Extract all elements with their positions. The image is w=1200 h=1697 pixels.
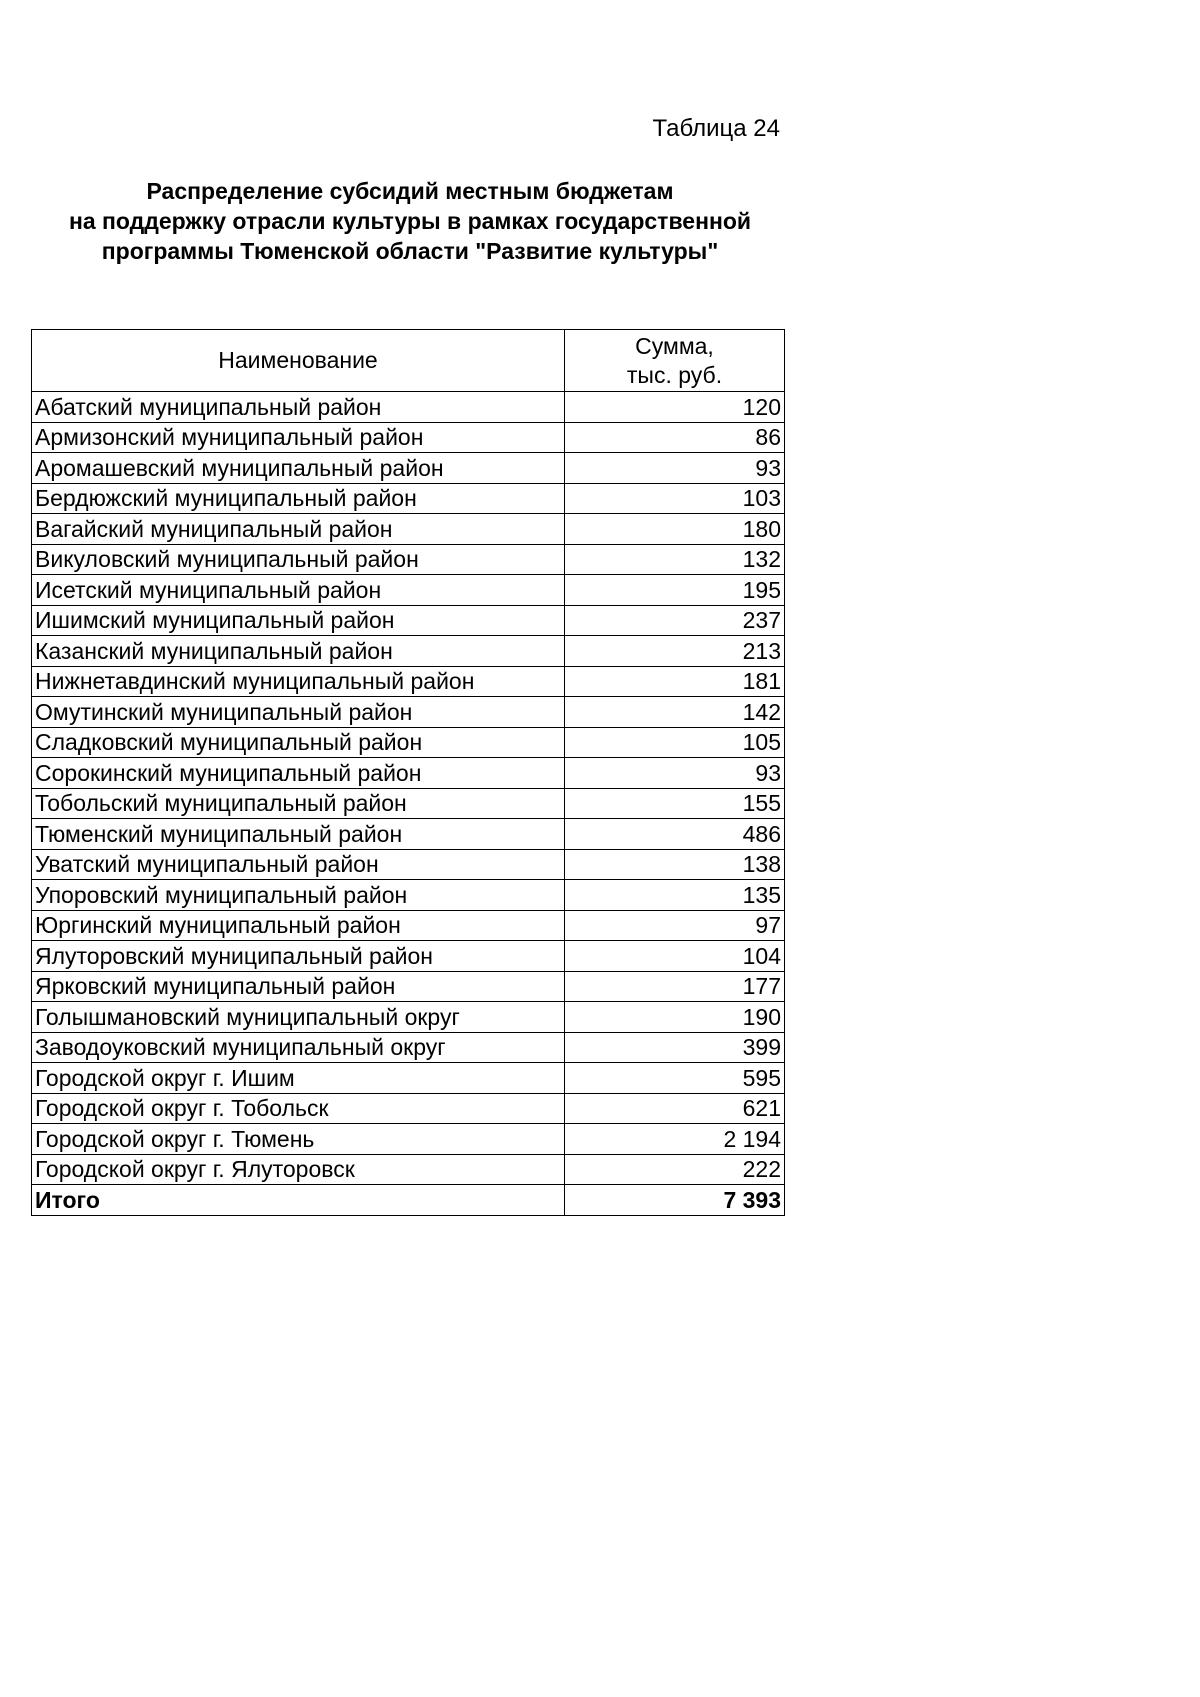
- municipality-name-cell: Заводоуковский муниципальный округ: [32, 1032, 565, 1063]
- sum-cell: 237: [565, 605, 785, 636]
- table-row: [32, 392, 785, 423]
- municipality-name-cell: Омутинский муниципальный район: [32, 697, 565, 728]
- municipality-name-cell: Городской округ г. Ишим: [32, 1063, 565, 1094]
- municipality-name-cell: Уватский муниципальный район: [32, 849, 565, 880]
- total-label-cell: Итого: [32, 1185, 565, 1216]
- table-row: [32, 544, 785, 575]
- table-row: [32, 788, 785, 819]
- table-row: [32, 941, 785, 972]
- sum-cell: 138: [565, 849, 785, 880]
- total-sum-cell: 7 393: [565, 1185, 785, 1216]
- sum-cell: 181: [565, 666, 785, 697]
- sum-cell: 2 194: [565, 1124, 785, 1155]
- sum-cell: 103: [565, 483, 785, 514]
- title-line: программы Тюменской области "Развитие культуры": [101, 238, 719, 264]
- sum-cell: 213: [565, 636, 785, 667]
- municipality-name-cell: Вагайский муниципальный район: [32, 514, 565, 545]
- sum-header-line: тыс. руб.: [626, 361, 723, 388]
- municipality-name-cell: Ишимский муниципальный район: [32, 605, 565, 636]
- municipality-name-cell: Упоровский муниципальный район: [32, 880, 565, 911]
- municipality-name-cell: Ярковский муниципальный район: [32, 971, 565, 1002]
- sum-header-line: Сумма,: [635, 332, 714, 359]
- table-row: [32, 1154, 785, 1185]
- municipality-name-cell: Городской округ г. Ялуторовск: [32, 1154, 565, 1185]
- sum-cell: 595: [565, 1063, 785, 1094]
- table-row: [32, 819, 785, 850]
- name-column-header: Наименование: [32, 330, 565, 392]
- table-row: [32, 1093, 785, 1124]
- municipality-name-cell: Тобольский муниципальный район: [32, 788, 565, 819]
- sum-cell: 195: [565, 575, 785, 606]
- sum-cell: 180: [565, 514, 785, 545]
- sum-cell: 142: [565, 697, 785, 728]
- municipality-name-cell: Абатский муниципальный район: [32, 392, 565, 423]
- sum-cell: 93: [565, 758, 785, 789]
- sum-cell: 621: [565, 1093, 785, 1124]
- table-number: Таблица 24: [652, 115, 780, 142]
- table-row: [32, 483, 785, 514]
- sum-cell: 190: [565, 1002, 785, 1033]
- sum-cell: 222: [565, 1154, 785, 1185]
- table-row: [32, 1002, 785, 1033]
- municipality-name-cell: Городской округ г. Тобольск: [32, 1093, 565, 1124]
- municipality-name-cell: Сладковский муниципальный район: [32, 727, 565, 758]
- municipality-name-cell: Нижнетавдинский муниципальный район: [32, 666, 565, 697]
- table-row: [32, 422, 785, 453]
- sum-cell: 93: [565, 453, 785, 484]
- table-row: [32, 1124, 785, 1155]
- municipality-name-cell: Армизонский муниципальный район: [32, 422, 565, 453]
- municipality-name-cell: Тюменский муниципальный район: [32, 819, 565, 850]
- table-row: [32, 636, 785, 667]
- municipality-name-cell: Бердюжский муниципальный район: [32, 483, 565, 514]
- sum-cell: 104: [565, 941, 785, 972]
- sum-cell: 155: [565, 788, 785, 819]
- municipality-name-cell: Юргинский муниципальный район: [32, 910, 565, 941]
- sum-cell: 399: [565, 1032, 785, 1063]
- sum-cell: 132: [565, 544, 785, 575]
- table-row: [32, 849, 785, 880]
- total-row: [32, 1185, 785, 1216]
- sum-column-header: [565, 330, 785, 392]
- table-row: [32, 1063, 785, 1094]
- table-row: [32, 605, 785, 636]
- municipality-name-cell: Викуловский муниципальный район: [32, 544, 565, 575]
- sum-cell: 135: [565, 880, 785, 911]
- sum-cell: 97: [565, 910, 785, 941]
- table-body: [32, 392, 785, 1216]
- sum-cell: 105: [565, 727, 785, 758]
- title-line: на поддержку отрасли культуры в рамках государственной: [68, 208, 752, 234]
- sum-cell: 177: [565, 971, 785, 1002]
- table-row: [32, 971, 785, 1002]
- table-row: [32, 514, 785, 545]
- table-row: [32, 666, 785, 697]
- municipality-name-cell: Ялуторовский муниципальный район: [32, 941, 565, 972]
- municipality-name-cell: Голышмановский муниципальный округ: [32, 1002, 565, 1033]
- table-row: [32, 758, 785, 789]
- municipality-name-cell: Казанский муниципальный район: [32, 636, 565, 667]
- title-line: Распределение субсидий местным бюджетам: [146, 178, 674, 204]
- municipality-name-cell: Аромашевский муниципальный район: [32, 453, 565, 484]
- subsidy-table: [31, 329, 785, 1216]
- sum-cell: 86: [565, 422, 785, 453]
- table-row: [32, 880, 785, 911]
- municipality-name-cell: Сорокинский муниципальный район: [32, 758, 565, 789]
- table-row: [32, 453, 785, 484]
- sum-cell: 120: [565, 392, 785, 423]
- table-header-row: [32, 330, 785, 392]
- table-row: [32, 575, 785, 606]
- sum-cell: 486: [565, 819, 785, 850]
- table-row: [32, 727, 785, 758]
- municipality-name-cell: Городской округ г. Тюмень: [32, 1124, 565, 1155]
- table-row: [32, 1032, 785, 1063]
- document-title: [30, 176, 790, 266]
- municipality-name-cell: Исетский муниципальный район: [32, 575, 565, 606]
- table-row: [32, 697, 785, 728]
- table-row: [32, 910, 785, 941]
